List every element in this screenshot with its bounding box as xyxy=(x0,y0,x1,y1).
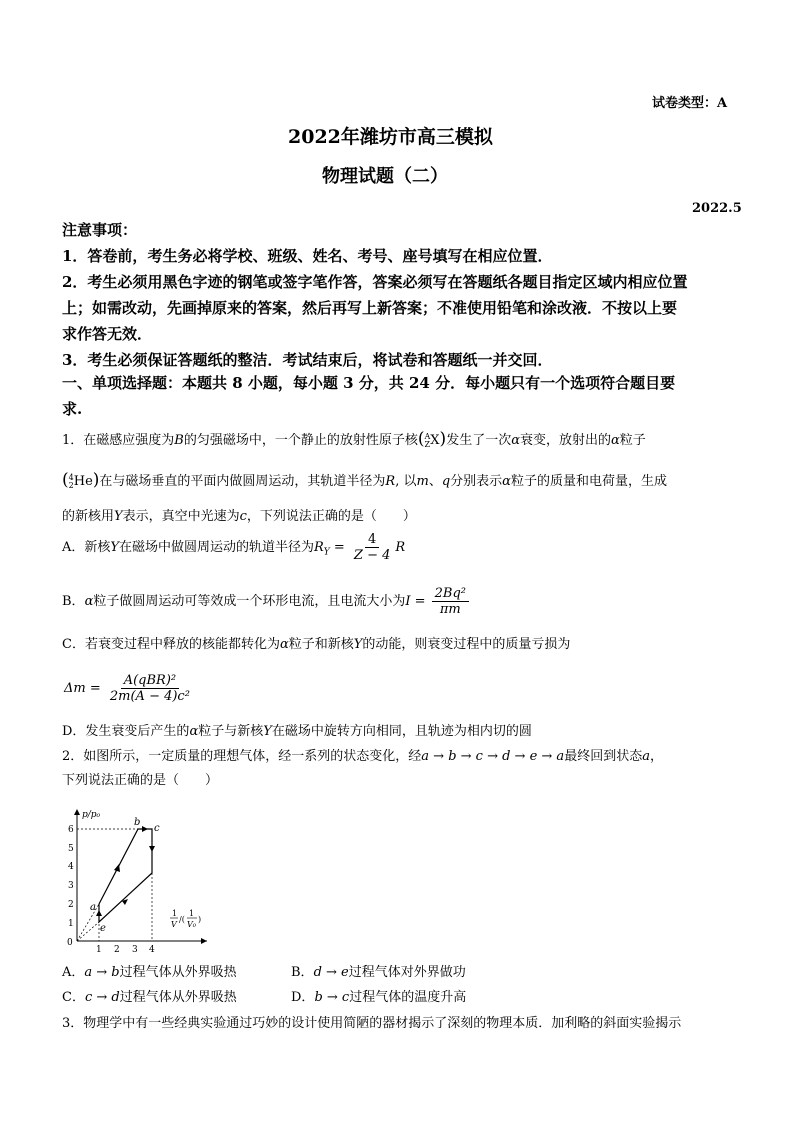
cycle-path xyxy=(99,829,152,922)
y-tick-2: 2 xyxy=(68,900,74,910)
section1-heading-cont: 求. xyxy=(62,400,83,418)
q1-line-1: 1．在磁感应强度为B的匀强磁场中，一个静止的放射性原子核( A Z X)发生了一次α衰变，放射出的α粒子 xyxy=(62,429,646,449)
x-tick-1: 1 xyxy=(96,945,102,954)
y-tick-6: 6 xyxy=(68,825,74,835)
q1-option-c: C．若衰变过程中释放的核能都转化为α粒子和新核Y的动能，则衰变过程中的质量亏损为 xyxy=(62,637,571,652)
y-tick-3: 3 xyxy=(68,881,74,891)
q1-line-2: ( 4 2 He)在与磁场垂直的平面内做圆周运动，其轨道半径为R, 以m、q分别表示α粒子的质量和电荷量，生成 xyxy=(62,470,667,490)
exam-title: 2022年潍坊市高三模拟 xyxy=(288,126,493,148)
y-tick-1: 1 xyxy=(68,919,74,929)
notes-item-2-cont2: 求作答无效． xyxy=(62,325,153,343)
notes-item-1: 1．答卷前，考生务必将学校、班级、姓名、考号、座号填写在相应位置． xyxy=(62,247,553,265)
x-axis-arrow-icon xyxy=(201,938,207,944)
arrow-b-c-icon xyxy=(142,826,148,832)
q1-option-d: D．发生衰变后产生的α粒子与新核Y在磁场中旋转方向相同，且轨迹为相内切的圆 xyxy=(62,724,532,739)
q1-option-a: A．新核Y在磁场中做圆周运动的轨道半径为$R_Y$ = $\frac{4}{Z - 4}$ R xyxy=(62,532,406,563)
notes-item-3: 3．考生必须保证答题纸的整洁．考试结束后，将试卷和答题纸一并交回． xyxy=(62,351,553,369)
q2-line-2: 下列说法正确的是（ ） xyxy=(62,773,219,788)
y-tick-5: 5 xyxy=(68,844,74,854)
y-axis-label: p/p₀ xyxy=(82,810,101,820)
point-c-label: c xyxy=(154,823,160,834)
section1-heading: 一、单项选择题：本题共 8 小题，每小题 3 分，共 24 分．每小题只有一个选项符合题目要 xyxy=(62,374,676,392)
y-axis-arrow-icon xyxy=(74,809,80,815)
x-axis-unit-den: V₀ xyxy=(187,920,196,929)
x-axis-label-slash: /( xyxy=(179,915,185,924)
x-tick-3: 3 xyxy=(132,945,138,954)
pv-diagram xyxy=(62,806,212,954)
y-tick-0: 0 xyxy=(67,938,73,948)
q1-option-b: B．α粒子做圆周运动可等效成一个环形电流，且电流大小为I = $\frac{\text{2Bq²}}{\pi m}$ xyxy=(62,585,471,619)
q2-option-d: D．b → c过程气体的温度升高 xyxy=(291,990,467,1005)
notes-item-2: 2．考生必须用黑色字迹的钢笔或签字笔作答，答案必须写在答题纸各题目指定区域内相应位置 xyxy=(62,273,688,291)
notes-item-2-cont: 上；如需改动，先画掉原来的答案，然后再写上新答案；不准使用铅笔和涂改液．不按以上要 xyxy=(62,299,678,317)
paper-type: 试卷类型：A xyxy=(652,96,728,111)
point-b-label: b xyxy=(134,817,141,828)
point-a-label: a xyxy=(90,902,96,913)
notes-heading: 注意事项： xyxy=(62,221,138,239)
q1-line-3: 的新核用Y表示，真空中光速为c，下列说法正确的是（ ） xyxy=(62,509,416,524)
q1-option-c-formula: Δm = $\frac{\text{A(qBR)²}}{\text{2m(A − 4)c²}}$ xyxy=(64,673,190,704)
exam-subtitle: 物理试题（二） xyxy=(322,166,448,187)
x-axis-label-close: ) xyxy=(198,915,202,924)
x-tick-2: 2 xyxy=(114,945,120,954)
x-axis-unit-num: 1 xyxy=(189,909,195,918)
x-axis-label-den: V xyxy=(171,920,177,929)
x-axis-label-num: 1 xyxy=(172,909,178,918)
arrow-e-a-icon xyxy=(96,910,102,916)
q2-option-c: C．c → d过程气体从外界吸热 xyxy=(62,990,237,1005)
exam-date: 2022.5 xyxy=(692,201,742,216)
q2-option-a: A．a → b过程气体从外界吸热 xyxy=(62,965,237,980)
arrow-a-b-icon xyxy=(114,864,120,872)
arrow-c-d-icon xyxy=(149,846,155,852)
y-tick-4: 4 xyxy=(68,862,74,872)
q2-option-b: B．d → e过程气体对外界做功 xyxy=(291,965,466,980)
guide-origin-e xyxy=(77,922,99,941)
q3-line-1: 3．物理学中有一些经典实验通过巧妙的设计使用简陋的器材揭示了深刻的物理本质．加利略的斜面实验揭示 xyxy=(62,1016,682,1031)
x-tick-4: 4 xyxy=(149,945,155,954)
q2-line-1: 2．如图所示，一定质量的理想气体，经一系列的状态变化，经a → b → c → d → e → a最终回到状态a， xyxy=(62,749,663,764)
point-e-label: e xyxy=(100,923,106,934)
